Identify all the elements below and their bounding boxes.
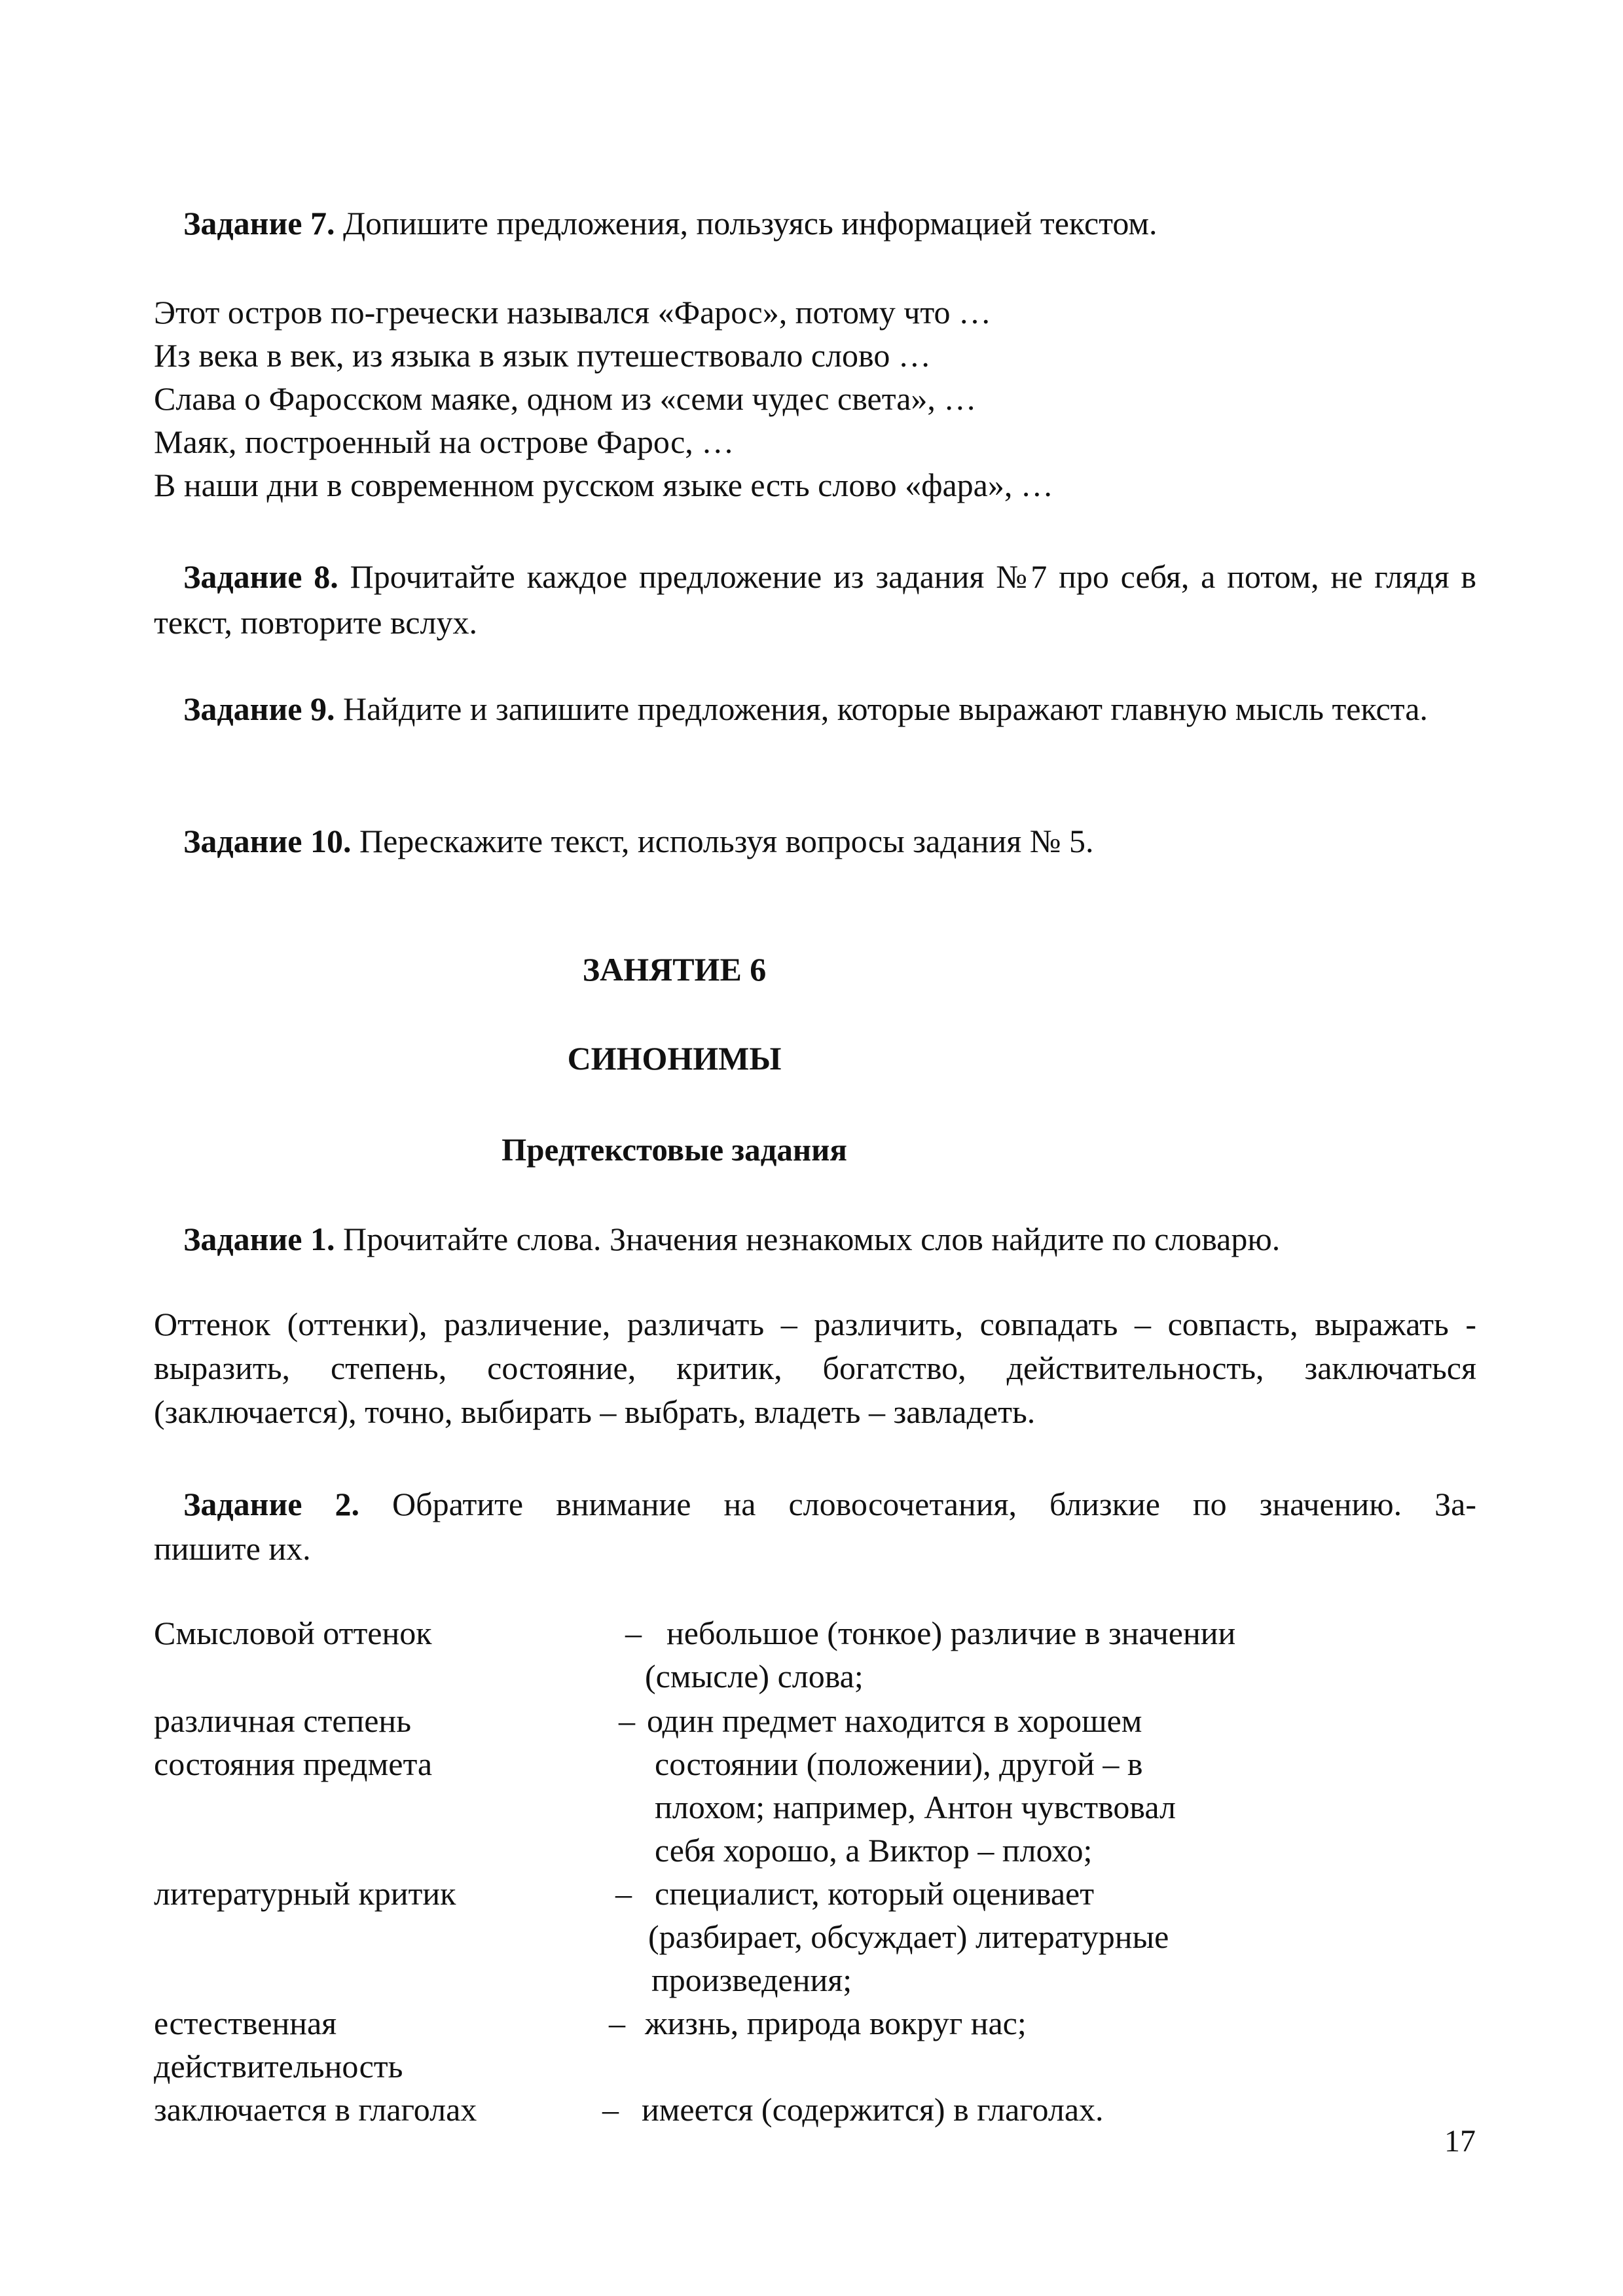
glossary-definition: себя хорошо, а Виктор – плохо;: [655, 1832, 1093, 1869]
glossary-definition: плохом; например, Антон чувствовал: [655, 1789, 1176, 1825]
lesson-number: ЗАНЯТИЕ 6: [582, 951, 767, 988]
lesson-subtitle: Предтекстовые задания: [501, 1132, 847, 1168]
task9-text: Найдите и запишите предложения, которые выражают главную мысль текста.: [343, 691, 1428, 727]
task7-sentences: [154, 291, 1476, 507]
task7-line: В наши дни в современном русском языке есть слово «фара», …: [154, 467, 1053, 503]
glossary-definition: состоянии (положении), другой – в: [655, 1746, 1143, 1782]
task1-paragraph: [154, 1216, 1476, 1262]
glossary-definition: произведения;: [651, 1962, 852, 1998]
glossary-dash: –: [615, 1875, 632, 1912]
task9-label: Задание 9.: [183, 691, 335, 727]
task9-paragraph: [154, 686, 1476, 732]
glossary-dash: –: [619, 1702, 635, 1739]
task2-paragraph: [154, 1482, 1476, 1571]
task8-text: Прочитайте каждое предложение из задания №7 про себя, а потом, не глядя в текст, повторите вслух.: [154, 558, 1477, 641]
glossary-definition: специалист, который оценивает: [655, 1875, 1095, 1912]
task2-text: Обратите внимание на словосочетания, близкие по значению. За-: [392, 1486, 1477, 1522]
task7-line: Этот остров по-гречески назывался «Фарос», потому что …: [154, 294, 992, 331]
glossary-term: Смысловой оттенок: [154, 1615, 432, 1651]
glossary-dash: –: [602, 2091, 619, 2128]
task7-paragraph: [154, 200, 1476, 246]
glossary-term: различная степень: [154, 1702, 411, 1739]
glossary-term: литературный критик: [154, 1875, 456, 1912]
glossary-definition: (смысле) слова;: [645, 1658, 864, 1695]
glossary-dash: –: [625, 1615, 642, 1651]
task7-label: Задание 7.: [183, 205, 335, 242]
glossary-definition: небольшое (тонкое) различие в значении: [666, 1615, 1236, 1651]
glossary-term: состояния предмета: [154, 1746, 433, 1782]
task10-label: Задание 10.: [183, 823, 352, 859]
glossary-term: естественная: [154, 2005, 337, 2041]
task10-paragraph: [154, 818, 1476, 864]
task1-words: Оттенок (оттенки), различение, различать – различить, совпадать – совпасть, выражать - выразить, степень, состояние, критик, богатство, действительность, заключаться (заключается), точно, выбирать – выбрать, владеть – завладеть.: [154, 1306, 1476, 1430]
task7-text: Допишите предложения, пользуясь информацией текстом.: [343, 205, 1158, 242]
page-number: 17: [1444, 2124, 1476, 2159]
task1-text: Прочитайте слова. Значения незнакомых слов найдите по словарю.: [343, 1221, 1281, 1257]
task2-line-1: [154, 1482, 1476, 1526]
glossary-term: действительность: [154, 2048, 403, 2085]
task1-label: Задание 1.: [183, 1221, 335, 1257]
task7-line: Из века в век, из языка в язык путешествовало слово …: [154, 337, 931, 374]
task2-label: Задание 2.: [183, 1486, 360, 1522]
glossary-definition: имеется (содержится) в глаголах.: [642, 2091, 1104, 2128]
task8-label: Задание 8.: [183, 558, 338, 595]
glossary-definition: жизнь, природа вокруг нас;: [645, 2005, 1027, 2041]
task2-line-2: пишите их.: [154, 1530, 311, 1567]
task10-text: Перескажите текст, используя вопросы задания № 5.: [359, 823, 1094, 859]
task8-paragraph: [154, 554, 1476, 645]
glossary-dash: –: [609, 2005, 625, 2041]
task7-line: Слава о Фаросском маяке, одном из «семи чудес света», …: [154, 380, 977, 417]
task7-line: Маяк, построенный на острове Фарос, …: [154, 423, 735, 460]
glossary-term: заключается в глаголах: [154, 2091, 477, 2128]
lesson-title: СИНОНИМЫ: [567, 1040, 782, 1077]
glossary-definition: (разбирает, обсуждает) литературные: [648, 1918, 1169, 1955]
glossary-definition: один предмет находится в хорошем: [647, 1702, 1142, 1739]
